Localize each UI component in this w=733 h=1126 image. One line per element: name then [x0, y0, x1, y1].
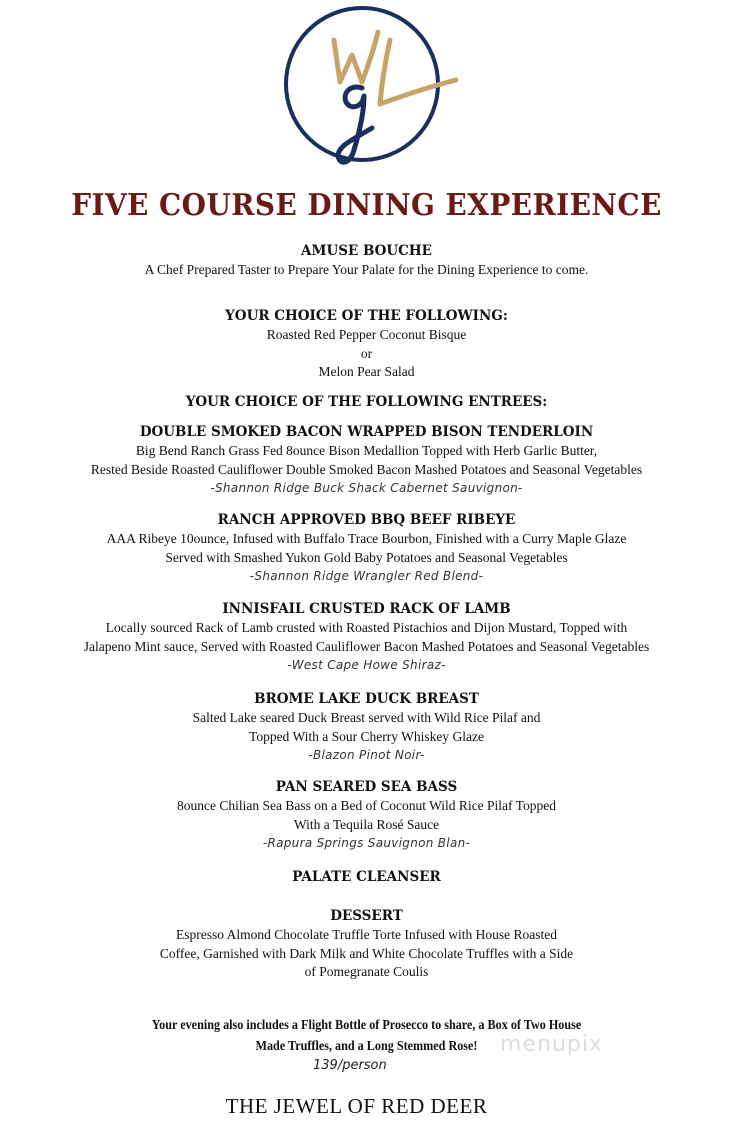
entree-item — [0, 511, 733, 585]
wine-pairing: -Rapura Springs Sauvignon Blan- — [262, 836, 471, 850]
entree-name: BROME LAKE DUCK BREAST — [254, 691, 479, 707]
page-title: FIVE COURSE DINING EXPERIENCE — [71, 188, 662, 223]
entree-item — [0, 690, 733, 764]
entree-item — [0, 423, 733, 497]
entree-item — [0, 600, 733, 674]
wine-pairing: -Shannon Ridge Wrangler Red Blend- — [249, 569, 484, 583]
choice-line: Melon Pear Salad — [318, 364, 415, 379]
entree-line: 8ounce Chilian Sea Bass on a Bed of Coconut Wild Rice Pilaf Topped — [177, 798, 556, 813]
note-line: Your evening also includes a Flight Bottle of Prosecco to share, a Box of Two House — [151, 1017, 582, 1032]
entree-line: Rested Beside Roasted Cauliflower Double Smoked Bacon Mashed Potatoes and Seasonal Vegetables — [90, 461, 643, 477]
entree-line: Locally sourced Rack of Lamb crusted with Roasted Pistachios and Dijon Mustard, Topped with — [105, 620, 628, 635]
entree-line: Topped With a Sour Cherry Whiskey Glaze — [249, 728, 484, 744]
dessert-line: Espresso Almond Chocolate Truffle Torte Infused with House Roasted — [175, 927, 558, 942]
logo-letter-l — [380, 40, 456, 104]
entree-line: Salted Lake seared Duck Breast served with Wild Rice Pilaf and — [192, 710, 541, 725]
restaurant-logo — [282, 0, 462, 176]
dessert-heading: DESSERT — [330, 908, 403, 924]
logo-letter-g — [338, 87, 372, 162]
wine-pairing: -Blazon Pinot Noir- — [308, 748, 425, 762]
cleanser-section — [0, 868, 733, 887]
entree-line: AAA Ribeye 10ounce, Infused with Buffalo Trace Bourbon, Finished with a Curry Maple Glaze — [106, 531, 627, 546]
entree-line: Jalapeno Mint sauce, Served with Roasted Cauliflower Bacon Mashed Potatoes and Seasonal Vegetables — [83, 638, 650, 654]
logo-letter-w — [334, 32, 378, 82]
entree-line: Big Bend Ranch Grass Fed 8ounce Bison Medallion Topped with Herb Garlic Butter, — [135, 443, 598, 458]
amuse-section — [0, 242, 733, 280]
entree-name: DOUBLE SMOKED BACON WRAPPED BISON TENDERLOIN — [139, 424, 594, 440]
entree-item — [0, 778, 733, 852]
entree-line: Served with Smashed Yukon Gold Baby Potatoes and Seasonal Vegetables — [165, 549, 568, 565]
choice-line: Roasted Red Pepper Coconut Bisque — [266, 327, 467, 342]
amuse-heading: AMUSE BOUCHE — [301, 243, 432, 259]
dessert-line: of Pomegranate Coulis — [304, 964, 429, 979]
wine-pairing: -Shannon Ridge Buck Shack Cabernet Sauvignon- — [210, 481, 523, 495]
entree-name: INNISFAIL CRUSTED RACK OF LAMB — [222, 601, 511, 617]
watermark: menupix — [500, 1032, 603, 1057]
entrees-heading: YOUR CHOICE OF THE FOLLOWING ENTREES: — [185, 394, 548, 410]
footer-tagline: THE JEWEL OF RED DEER — [225, 1094, 488, 1118]
note-line: Made Truffles, and a Long Stemmed Rose! — [255, 1038, 478, 1053]
choice-section — [0, 307, 733, 382]
choice-line: or — [360, 345, 373, 361]
dessert-line: Coffee, Garnished with Dark Milk and White Chocolate Truffles with a Side — [159, 945, 574, 961]
entrees-section — [0, 393, 733, 412]
evening-note — [0, 1014, 733, 1056]
dessert-section — [0, 907, 733, 982]
entree-line: With a Tequila Rosé Sauce — [293, 816, 440, 832]
choice-heading: YOUR CHOICE OF THE FOLLOWING: — [225, 308, 508, 324]
price: 139/person — [313, 1058, 387, 1073]
wine-pairing: -West Cape Howe Shiraz- — [287, 658, 446, 672]
entree-name: RANCH APPROVED BBQ BEEF RIBEYE — [217, 512, 516, 528]
amuse-line: A Chef Prepared Taster to Prepare Your Palate for the Dining Experience to come. — [144, 262, 589, 277]
entree-name: PAN SEARED SEA BASS — [275, 779, 458, 795]
cleanser-heading: PALATE CLEANSER — [292, 869, 441, 885]
